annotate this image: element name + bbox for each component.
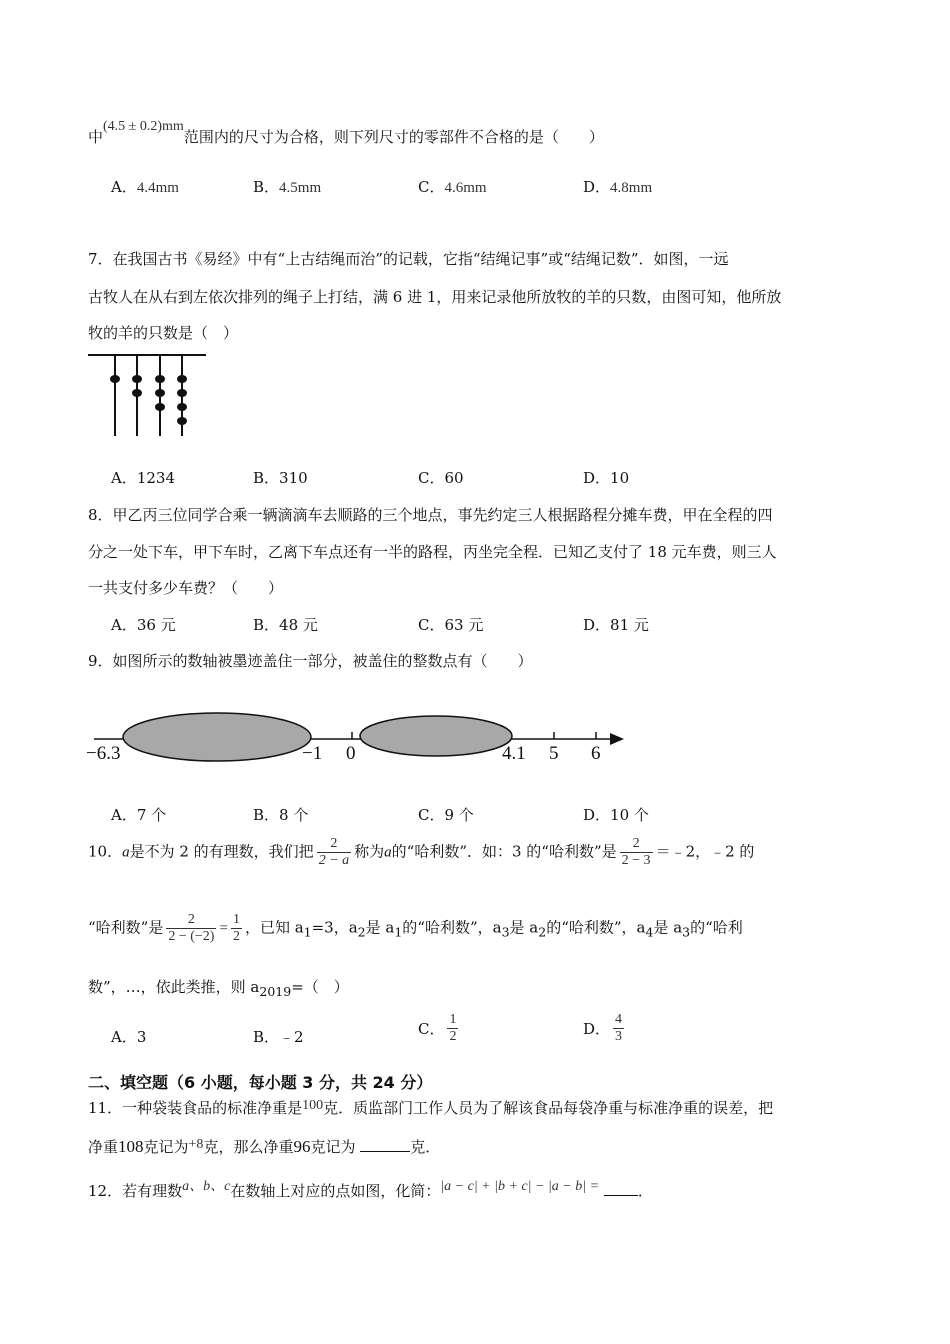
q6-range-expr: (4.5 ± 0.2) [103,119,163,134]
q8-line1: 8．甲乙丙三位同学合乘一辆滴滴车去顺路的三个地点，事先约定三人根据路程分摊车费，甲在全程的四 [88,506,773,524]
q8-line2: 分之一处下车，甲下车时，乙离下车点还有一半的路程，丙坐完全程．已知乙支付了 18 元车费，则三人 [88,543,777,561]
knot-icon [132,389,142,397]
fraction-2-over-2-minus-3: $\frac{2}{2 - 3}$ [621,836,651,868]
q6-stem [88,119,604,147]
ink-blot-left [123,713,311,761]
q9-option-b[interactable]: B．8 个 [253,806,309,824]
q10-option-a[interactable]: A．3 [111,1028,147,1046]
q9-line1: 9．如图所示的数轴被墨迹盖住一部分，被盖住的整数点有（ ） [88,652,533,670]
q6-option-b[interactable]: B．4.5mm [253,178,322,196]
q10-option-d[interactable]: D． $\frac{4}{3}$ [583,1012,623,1044]
axis-label-4.1: 4.1 [502,743,526,764]
q8-option-b[interactable]: B．48 元 [253,616,318,634]
axis-label-6: 6 [591,743,601,764]
knot-rope-figure [88,350,213,440]
number-line-figure [86,712,631,770]
q12-answer-blank[interactable] [604,1195,638,1196]
q6-text: 范围内的尺寸为合格，则下列尺寸的零部件不合格的是（ ） [183,128,604,146]
q6-prefix: 中 [88,128,104,146]
knot-icon [177,375,187,383]
q6-option-c[interactable]: C．4.6mm [418,178,487,196]
q7-line2: 古牧人在从右到左依次排列的绳子上打结，满 6 进 1，用来记录他所放牧的羊的只数，由图可知，他所放 [88,288,782,306]
q6-range-unit: mm [162,119,184,134]
q7-option-d[interactable]: D．10 [583,469,630,487]
q10-option-b[interactable]: B．﹣2 [253,1028,304,1046]
axis-label-neg1: −1 [302,743,323,764]
fraction-2-over-2-minus-neg2: $\frac{2}{2 - (-2)}$ [168,912,215,944]
q7-option-a[interactable]: A．1234 [111,469,176,487]
knot-icon [155,403,165,411]
knot-icon [155,375,165,383]
q11-line2: 净重108克记为+8克，那么净重96克记为 克． [88,1137,441,1156]
fraction-1-over-2: $\frac{1}{2}$ [232,912,240,944]
axis-label-0: 0 [346,743,356,764]
axis-arrow-icon [610,733,624,745]
q7-option-c[interactable]: C．60 [418,469,464,487]
axis-label-5: 5 [549,743,559,764]
knot-icon [110,375,120,383]
q7-option-b[interactable]: B．310 [253,469,308,487]
q8-line3: 一共支付多少车费？（ ） [88,579,284,597]
q10-option-c[interactable]: C． $\frac{1}{2}$ [418,1012,457,1044]
knot-icon [177,389,187,397]
ink-blot-right [360,716,512,756]
knot-icon [177,417,187,425]
q10-line3: 数”，…，依此类推，则 $a_{2019}=$（ ） [88,978,349,999]
fraction-2-over-2-minus-a: $\frac{2}{2 - a}$ [318,836,350,868]
q9-option-c[interactable]: C．9 个 [418,806,474,824]
q8-option-d[interactable]: D．81 元 [583,616,649,634]
section2-title: 二、填空题（6 小题，每小题 3 分，共 24 分） [88,1073,433,1092]
q11-answer-blank[interactable] [360,1151,410,1152]
knot-icon [132,375,142,383]
q10-line2: “哈利数”是 $\frac{2}{2 - (-2)}$ = $\frac{1}{2}$ ，已知 $a_1=3$，$a_2$是 $a_1$的“哈利数”，$a_3$是 $a_2$的“哈利数”，$a_4$是 $a_3$的“哈利 [88,912,743,944]
axis-label-neg6.3: −6.3 [86,743,121,764]
q8-option-c[interactable]: C．63 元 [418,616,484,634]
q10-line1: 10．a是不为 2 的有理数，我们把 $\frac{2}{2 - a}$ 称为a的“哈利数”．如：3 的“哈利数”是 $\frac{2}{2 - 3}$ ＝﹣2，﹣2 的 [88,836,755,868]
q12-line1: 12．若有理数a、b、c在数轴上对应的点如图，化简：|a − c| + |b + c| − |a − b| = ． [88,1179,653,1200]
knot-icon [177,403,187,411]
q6-option-a[interactable]: A．4.4mm [111,178,179,196]
q6-option-d[interactable]: D．4.8mm [583,178,653,196]
knot-icon [155,389,165,397]
q11-line1: 11．一种袋装食品的标准净重是100克．质监部门工作人员为了解该食品每袋净重与标准净重的误差，把 [88,1098,774,1117]
q7-line3: 牧的羊的只数是（ ） [88,324,239,342]
q9-option-a[interactable]: A．7 个 [111,806,167,824]
q8-option-a[interactable]: A．36 元 [111,616,176,634]
q7-line1: 7．在我国古书《易经》中有“上古结绳而治”的记载，它指“结绳记事”或“结绳记数”．如图，一远 [88,250,729,268]
q9-option-d[interactable]: D．10 个 [583,806,649,824]
